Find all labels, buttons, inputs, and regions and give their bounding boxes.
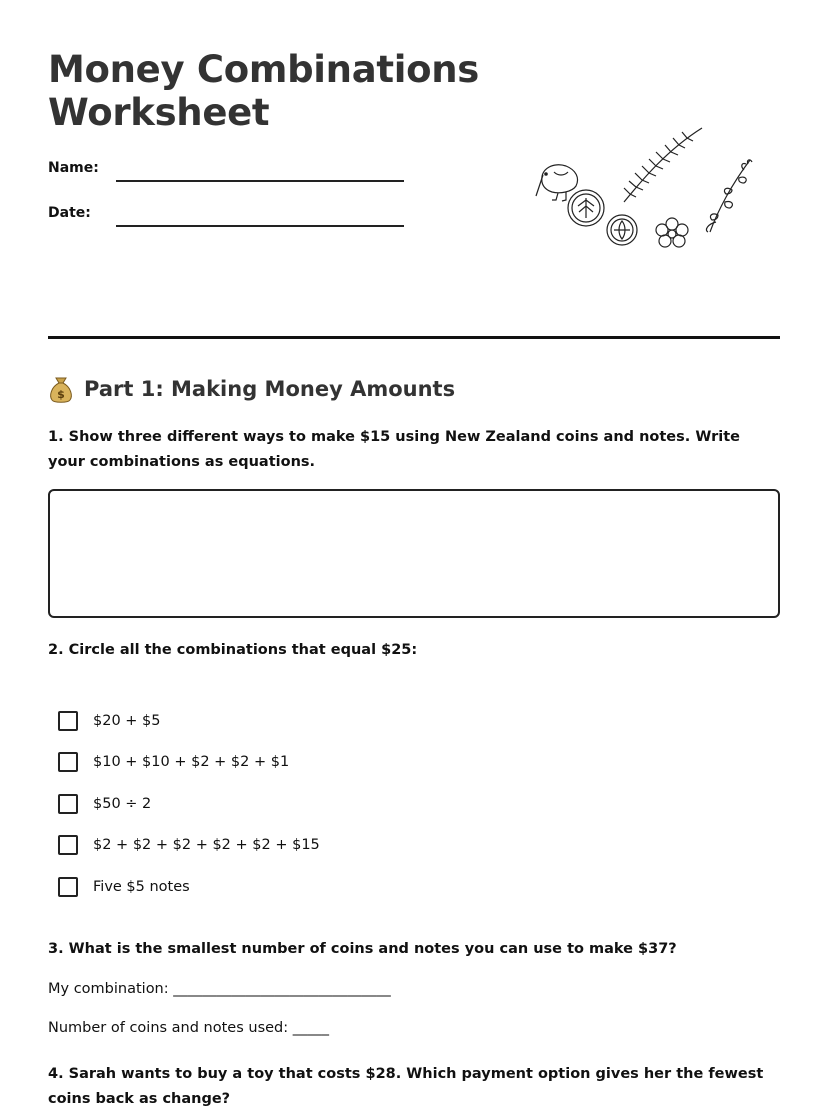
q2-option[interactable] [58,866,320,908]
coin-icon [607,215,637,245]
svg-text:$: $ [57,388,65,401]
option-label: $50 ÷ 2 [93,795,152,812]
checkbox[interactable] [58,835,78,855]
section-divider [48,336,780,339]
flower-icon [656,218,688,247]
q2-option[interactable] [58,825,320,867]
question-2: 2. Circle all the combinations that equal $25: [48,642,418,658]
q3-combination-line[interactable]: My combination: ______________________________ [48,981,391,997]
title-line-2: Worksheet [48,91,270,134]
name-label: Name: [48,160,99,176]
nz-illustration [532,120,762,260]
part1-title: Part 1: Making Money Amounts [84,377,456,401]
q3-count-line[interactable]: Number of coins and notes used: _____ [48,1020,330,1036]
name-line[interactable] [116,180,404,182]
question-1: 1. Show three different ways to make $15 using New Zealand coins and notes. Write your combinations as equations. [48,429,740,470]
fern-icon [624,128,702,202]
date-line[interactable] [116,225,404,227]
question-4: 4. Sarah wants to buy a toy that costs $28. Which payment option gives her the fewest coins back as change? [48,1066,764,1107]
date-label: Date: [48,205,91,221]
page-title [48,48,528,134]
plant-sprig-icon [706,160,752,232]
checkbox[interactable] [58,794,78,814]
title-line-1: Money Combinations [48,48,480,91]
part1-heading [48,374,455,404]
money-bag-icon [48,374,74,404]
option-label: $10 + $10 + $2 + $2 + $1 [93,754,290,771]
q2-option[interactable] [58,783,320,825]
question-3: 3. What is the smallest number of coins and notes you can use to make $37? [48,941,677,957]
checkbox[interactable] [58,877,78,897]
option-label: Five $5 notes [93,878,190,895]
q2-option[interactable] [58,700,320,742]
kiwi-bird-icon [536,165,578,201]
q1-answer-box[interactable] [48,489,780,618]
coin-icon [568,190,604,226]
date-field[interactable] [48,205,408,235]
checkbox[interactable] [58,752,78,772]
name-field[interactable] [48,160,408,190]
q2-option[interactable] [58,742,320,784]
q2-options-list [58,700,320,908]
checkbox[interactable] [58,711,78,731]
option-label: $2 + $2 + $2 + $2 + $2 + $15 [93,837,320,854]
option-label: $20 + $5 [93,712,161,729]
